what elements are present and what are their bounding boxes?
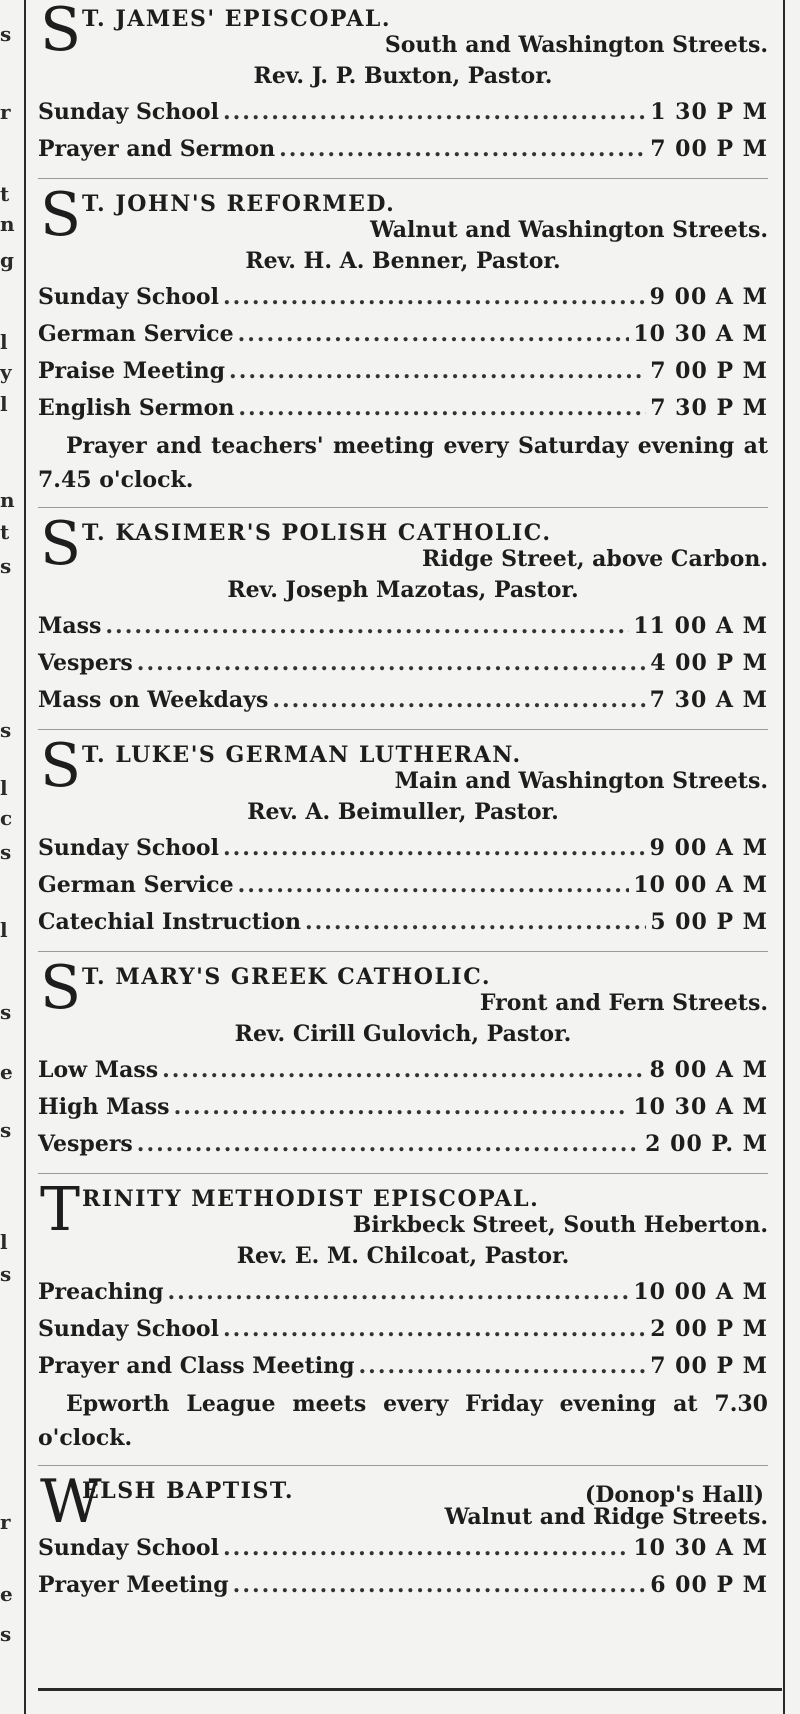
gutter-fragment-letter: c [0, 806, 13, 830]
dot-leader [162, 1052, 646, 1089]
church-header [38, 0, 768, 65]
service-name: Vespers [38, 1131, 133, 1157]
service-time: 7 00 P M [650, 1353, 768, 1379]
service-name: Sunday School [38, 1535, 219, 1561]
service-time: 4 00 P M [650, 650, 768, 676]
gutter-fragment-letter: s [0, 1118, 12, 1142]
gutter-fragment-letter: t [0, 520, 10, 544]
church-name: ELSH BAPTIST. [82, 1478, 295, 1504]
church-address: Walnut and Washington Streets. [369, 217, 768, 243]
service-name: Prayer Meeting [38, 1572, 229, 1598]
church-header [38, 1467, 768, 1537]
entry-separator [38, 1173, 768, 1174]
dot-leader [238, 390, 646, 427]
church-name: T. KASIMER'S POLISH CATHOLIC. [82, 520, 552, 546]
gutter-fragment-letter: n [0, 212, 15, 236]
church-address: Main and Washington Streets. [394, 768, 768, 794]
dot-leader [223, 1530, 629, 1567]
dot-leader [233, 1567, 647, 1604]
service-row [38, 682, 768, 719]
service-row [38, 904, 768, 941]
service-time: 7 30 A M [649, 687, 768, 713]
dot-leader [137, 645, 646, 682]
church-name: T. LUKE'S GERMAN LUTHERAN. [82, 742, 522, 768]
church-address: Front and Fern Streets. [479, 990, 768, 1016]
service-row [38, 1089, 768, 1126]
location-note: (Donop's Hall) [584, 1482, 764, 1508]
service-name: English Sermon [38, 395, 235, 421]
service-row [38, 279, 768, 316]
church-entry [38, 1467, 768, 1604]
church-address: Birkbeck Street, South Heberton. [352, 1212, 768, 1238]
service-row [38, 94, 768, 131]
entry-separator [38, 507, 768, 508]
gutter-fragment-letter: r [0, 1510, 11, 1534]
service-row [38, 1530, 768, 1567]
church-entry [38, 731, 768, 952]
dot-leader [223, 830, 646, 867]
service-row [38, 1567, 768, 1604]
service-time: 6 00 P M [650, 1572, 768, 1598]
service-time: 10 30 A M [633, 1535, 768, 1561]
service-time: 10 30 A M [633, 1094, 768, 1120]
dot-leader [238, 867, 630, 904]
drop-cap: S [40, 180, 82, 250]
dot-leader [279, 131, 646, 168]
drop-cap: S [40, 953, 82, 1023]
service-name: Prayer and Sermon [38, 136, 276, 162]
service-time: 9 00 A M [649, 835, 768, 861]
church-header [38, 1175, 768, 1245]
service-row [38, 131, 768, 168]
service-time: 9 00 A M [649, 284, 768, 310]
service-name: Sunday School [38, 284, 219, 310]
service-time: 2 00 P M [650, 1316, 768, 1342]
pastor-name: Rev. Cirill Gulovich, Pastor. [234, 1021, 572, 1047]
service-name: German Service [38, 321, 234, 347]
church-entry [38, 1175, 768, 1466]
church-remark: Epworth League meets every Friday evening at 7.30 o'clock. [38, 1391, 768, 1451]
service-name: Sunday School [38, 835, 219, 861]
church-entry [38, 180, 768, 508]
dot-leader [223, 1311, 646, 1348]
entry-separator [38, 951, 768, 952]
entry-separator [38, 1465, 768, 1466]
service-row [38, 830, 768, 867]
gutter-fragment-letter: s [0, 1262, 12, 1286]
church-name: T. JOHN'S REFORMED. [82, 191, 396, 217]
service-row [38, 1126, 768, 1163]
gutter-fragment-letter: s [0, 718, 12, 742]
gutter-fragment-letter: s [0, 1000, 12, 1024]
church-header [38, 731, 768, 801]
gutter-fragment-letter: y [0, 360, 12, 384]
service-name: Sunday School [38, 1316, 219, 1342]
church-remark: Prayer and teachers' meeting every Saturday evening at 7.45 o'clock. [38, 433, 768, 493]
service-time: 7 00 P M [650, 358, 768, 384]
gutter-fragment-letter: l [0, 330, 8, 354]
service-time: 8 00 A M [649, 1057, 768, 1083]
dot-leader [223, 94, 646, 131]
service-row [38, 608, 768, 645]
drop-cap: W [40, 1467, 102, 1537]
pastor-name: Rev. Joseph Mazotas, Pastor. [227, 577, 579, 603]
pastor-name: Rev. A. Beimuller, Pastor. [247, 799, 559, 825]
gutter-fragment-letter: s [0, 554, 12, 578]
gutter-fragment-letter: l [0, 918, 8, 942]
drop-cap: S [40, 731, 82, 801]
drop-cap: T [40, 1175, 81, 1245]
church-entry [38, 953, 768, 1174]
dot-leader [238, 316, 630, 353]
gutter-fragment-letter: s [0, 840, 12, 864]
dot-leader [272, 682, 645, 719]
column-rule-left [24, 0, 26, 1714]
pastor-name: Rev. J. P. Buxton, Pastor. [253, 63, 553, 89]
service-name: Mass [38, 613, 102, 639]
gutter-fragment-letter: l [0, 776, 8, 800]
service-row [38, 390, 768, 427]
service-row [38, 1274, 768, 1311]
pastor-name: Rev. E. M. Chilcoat, Pastor. [236, 1243, 570, 1269]
column-rule-right [783, 0, 785, 1714]
church-header [38, 953, 768, 1023]
service-time: 2 00 P. M [645, 1131, 768, 1157]
service-time: 7 00 P M [650, 136, 768, 162]
gutter-fragment-letter: s [0, 22, 12, 46]
gutter-fragment-letter: r [0, 100, 11, 124]
service-time: 5 00 P M [650, 909, 768, 935]
pastor-name: Rev. H. A. Benner, Pastor. [245, 248, 561, 274]
service-time: 10 00 A M [633, 1279, 768, 1305]
service-name: Mass on Weekdays [38, 687, 269, 713]
gutter-fragment-letter: l [0, 392, 8, 416]
church-name: T. MARY'S GREEK CATHOLIC. [82, 964, 491, 990]
dot-leader [174, 1089, 630, 1126]
service-row [38, 316, 768, 353]
dot-leader [223, 279, 646, 316]
service-row [38, 1348, 768, 1385]
church-header [38, 180, 768, 250]
service-name: German Service [38, 872, 234, 898]
gutter-fragment-letter: t [0, 182, 10, 206]
church-name: T. JAMES' EPISCOPAL. [82, 6, 392, 32]
church-address: Walnut and Ridge Streets. [444, 1504, 768, 1530]
service-name: Vespers [38, 650, 133, 676]
service-name: Preaching [38, 1279, 164, 1305]
entry-separator [38, 729, 768, 730]
gutter-fragment-letter: e [0, 1582, 13, 1606]
gutter-fragment-letter: s [0, 1622, 12, 1646]
service-row [38, 1052, 768, 1089]
service-time: 10 00 A M [633, 872, 768, 898]
service-time: 7 30 P M [650, 395, 768, 421]
drop-cap: S [40, 0, 82, 65]
entry-separator [38, 178, 768, 179]
service-name: High Mass [38, 1094, 170, 1120]
service-name: Prayer and Class Meeting [38, 1353, 355, 1379]
service-time: 1 30 P M [650, 99, 768, 125]
church-entry [38, 509, 768, 730]
gutter-fragment-letter: e [0, 1060, 13, 1084]
dot-leader [168, 1274, 630, 1311]
gutter-fragment-letter: l [0, 1230, 8, 1254]
church-header [38, 509, 768, 579]
gutter-fragment-letter: g [0, 248, 14, 272]
church-address: South and Washington Streets. [384, 32, 768, 58]
service-name: Low Mass [38, 1057, 159, 1083]
service-row [38, 353, 768, 390]
dot-leader [137, 1126, 641, 1163]
church-directory-column [38, 0, 768, 1714]
column-end-rule [38, 1688, 782, 1691]
drop-cap: S [40, 509, 82, 579]
service-row [38, 1311, 768, 1348]
gutter-fragment-letter: n [0, 488, 15, 512]
service-row [38, 867, 768, 904]
dot-leader [305, 904, 646, 941]
service-row [38, 645, 768, 682]
dot-leader [105, 608, 629, 645]
church-address: Ridge Street, above Carbon. [422, 546, 768, 572]
service-name: Catechial Instruction [38, 909, 301, 935]
service-name: Sunday School [38, 99, 219, 125]
service-time: 11 00 A M [633, 613, 768, 639]
service-time: 10 30 A M [633, 321, 768, 347]
dot-leader [229, 353, 646, 390]
church-name: RINITY METHODIST EPISCOPAL. [82, 1186, 540, 1212]
dot-leader [359, 1348, 647, 1385]
service-name: Praise Meeting [38, 358, 226, 384]
church-entry [38, 0, 768, 179]
left-column-fragment [0, 0, 26, 1714]
